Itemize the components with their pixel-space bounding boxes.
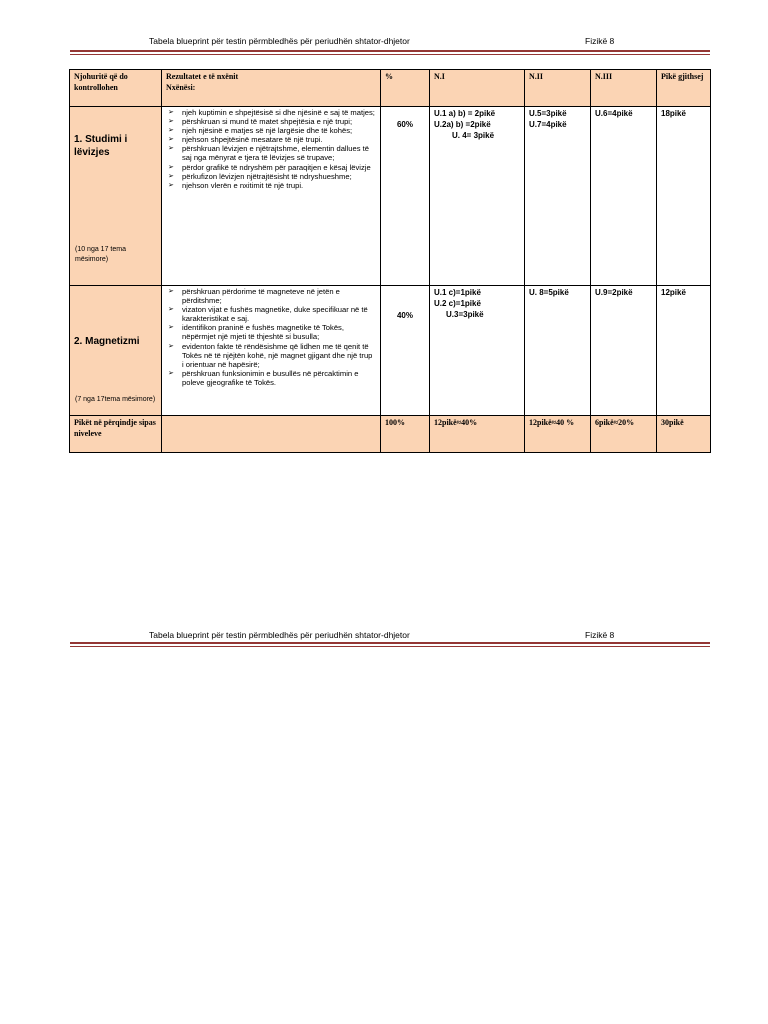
table-footer-row (70, 416, 711, 453)
col-header-n3: N.III (591, 70, 657, 107)
total-value: 18pikë (661, 109, 686, 118)
n2-line: U.7=4pikë (529, 120, 567, 129)
footer-n3: 6pikë≈20% (591, 416, 657, 453)
list-item: ➢ përshkruan lëvizjen e njëtrajtshme, elementin dallues të saj nga mënyrat e tjera të lëvizjes së trupave; (166, 144, 376, 162)
percent-cell (381, 107, 430, 286)
table-row (70, 286, 711, 416)
list-item: ➢ identifikon praninë e fushës magnetike të Tokës, nëpërmjet një mjeti të thjeshtë si busulla; (166, 323, 376, 341)
list-item: ➢ përshkruan funksionimin e busullës në përcaktimin e poleve gjeografike të Tokës. (166, 369, 376, 387)
n2-cell (525, 286, 591, 416)
header-title: Tabela blueprint për testin përmbledhës për periudhën shtator-dhjetor (149, 630, 410, 640)
col-header-outcomes-line1: Rezultatet e të nxënit (166, 72, 239, 81)
col-header-n1: N.I (430, 70, 525, 107)
header-subject: Fizikë 8 (585, 36, 615, 46)
list-item: ➢ njehson vlerën e nxitimit të një trupi. (166, 181, 376, 190)
n1-cell (430, 286, 525, 416)
list-item: ➢ përdor grafikë të ndryshëm për paraqitjen e kësaj lëvizje (166, 163, 376, 172)
footer-n1: 12pikë≈40% (430, 416, 525, 453)
list-item: ➢ njeh njësinë e matjes së një largësie dhe të kohës; (166, 126, 376, 135)
topic-title: 2. Magnetizmi (74, 336, 140, 347)
n1-line: U. 4= 3pikë (452, 131, 495, 140)
list-item: ➢ përshkruan si mund të matet shpejtësia e një trupi; (166, 117, 376, 126)
n1-line: U.1 c)=1pikë (434, 288, 481, 297)
percent-cell (381, 286, 430, 416)
list-item: ➢ përkufizon lëvizjen njëtrajtësisht të ndryshueshme; (166, 172, 376, 181)
topic-note: (7 nga 17tema mësimore) (75, 396, 156, 403)
percent-value: 60% (396, 120, 413, 129)
table-row (70, 107, 711, 286)
header-rule-thin (70, 54, 710, 55)
col-header-n2: N.II (525, 70, 591, 107)
total-cell (657, 286, 711, 416)
total-value: 12pikë (661, 288, 686, 297)
list-item: ➢ përshkruan përdorime të magneteve në jetën e përditshme; (166, 287, 376, 305)
outcomes-cell (162, 286, 381, 416)
header-subject: Fizikë 8 (585, 630, 615, 640)
col-header-percent: % (381, 70, 430, 107)
footer-empty (162, 416, 381, 453)
topic-note: (10 nga 17 tema mësimore) (75, 246, 126, 263)
topic-cell (70, 107, 162, 286)
outcomes-list (166, 108, 376, 190)
n1-line: U.1 a) b) = 2pikë (434, 109, 496, 118)
col-header-outcomes (162, 70, 381, 107)
total-cell (657, 107, 711, 286)
header-rule-thin (70, 646, 710, 647)
outcomes-list (166, 287, 376, 387)
outcomes-cell (162, 107, 381, 286)
n2-cell (525, 107, 591, 286)
n3-cell (591, 107, 657, 286)
table-header-row (70, 70, 711, 107)
n3-cell (591, 286, 657, 416)
n1-line: U.2a) b) =2pikë (434, 120, 491, 129)
header-rule (70, 642, 710, 644)
col-header-outcomes-line2: Nxënësi: (166, 83, 196, 92)
list-item: ➢ vizaton vijat e fushës magnetike, duke specifikuar në të karakteristikat e saj. (166, 305, 376, 323)
n1-line: U.3=3pikë (446, 310, 484, 319)
header-title: Tabela blueprint për testin përmbledhës për periudhën shtator-dhjetor (149, 36, 410, 46)
percent-value: 40% (396, 311, 413, 320)
topic-title: 1. Studimi i lëvizjes (74, 134, 128, 158)
footer-label: Pikët në përqindje sipas niveleve (70, 416, 162, 453)
n3-line: U.9=2pikë (595, 288, 633, 297)
n2-line: U.5=3pikë (529, 109, 567, 118)
blueprint-table (69, 69, 711, 453)
n3-line: U.6=4pikë (595, 109, 633, 118)
n2-line: U. 8=5pikë (529, 288, 569, 297)
list-item: ➢ njeh kuptimin e shpejtësisë si dhe njësinë e saj të matjes; (166, 108, 376, 117)
n1-cell (430, 107, 525, 286)
list-item: ➢ evidenton fakte të rëndësishme që lidhen me të qenit të Tokës në të njëjtën kohë, një magnet gjigant dhe një trup i orientuar në hapësirë; (166, 342, 376, 369)
col-header-total: Pikë gjithsej (657, 70, 711, 107)
header-rule (70, 50, 710, 52)
col-header-topics: Njohuritë që do kontrollohen (70, 70, 162, 107)
footer-n2: 12pikë≈40 % (525, 416, 591, 453)
n1-line: U.2 c)=1pikë (434, 299, 481, 308)
topic-cell (70, 286, 162, 416)
footer-percent: 100% (381, 416, 430, 453)
footer-total: 30pikë (657, 416, 711, 453)
list-item: ➢ njehson shpejtësinë mesatare të një trupi. (166, 135, 376, 144)
